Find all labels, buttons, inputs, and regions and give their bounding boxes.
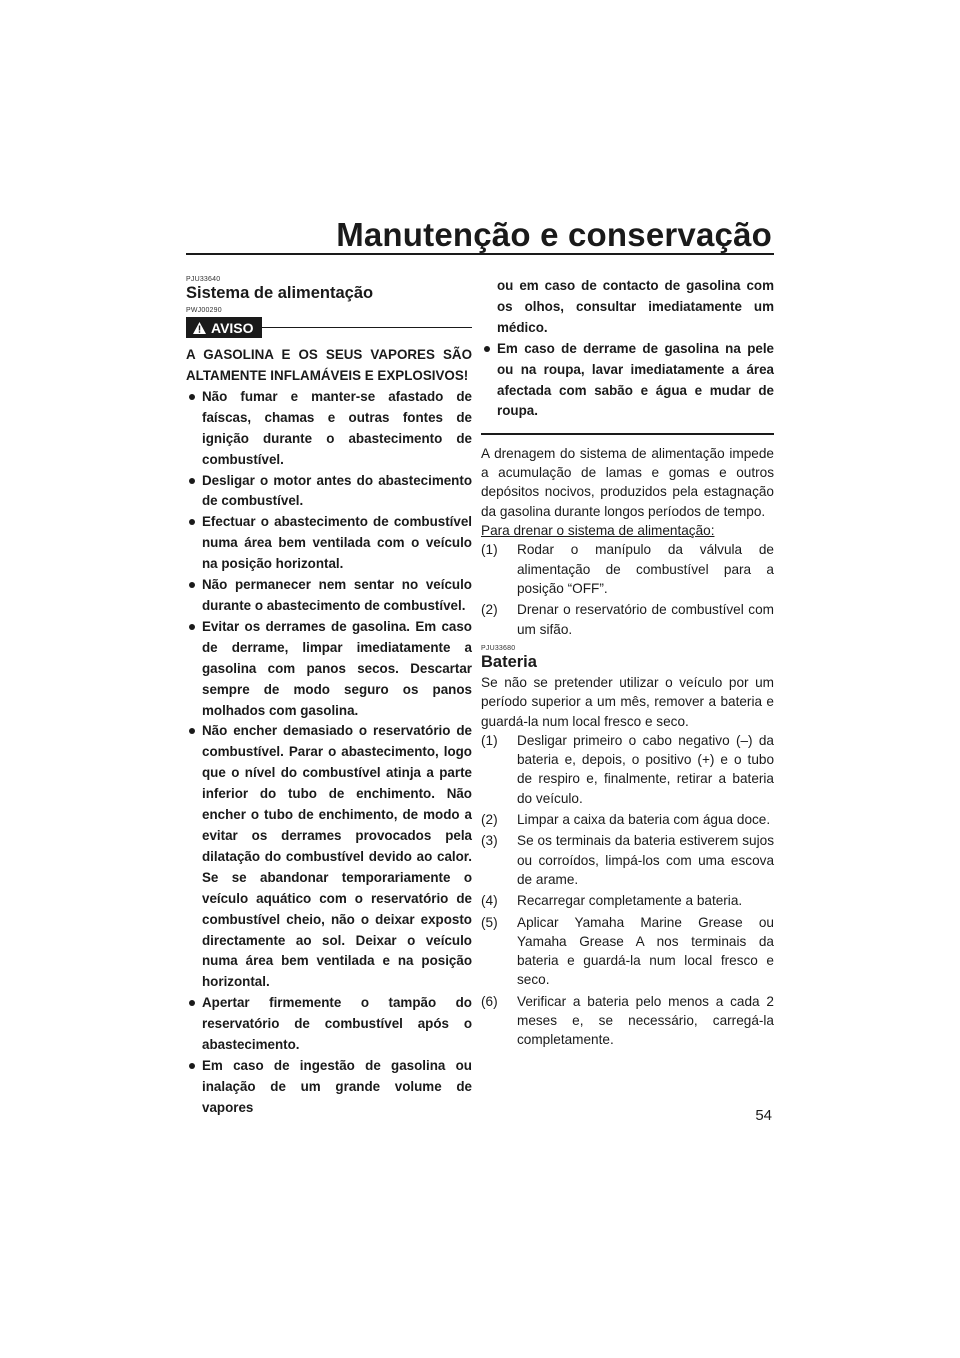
- list-item: Apertar firmemente o tampão do reservatório de combustível após o abastecimento.: [186, 993, 472, 1056]
- header-rule: [186, 253, 774, 255]
- battery-steps-list: [481, 731, 774, 1050]
- section-title-battery: Bateria: [481, 652, 537, 671]
- bullet-continuation: ou em caso de contacto de gasolina com os olhos, consultar imediatamente um médico.: [497, 278, 774, 335]
- list-item: (2) Drenar o reservatório de combustível com um sifão.: [481, 602, 774, 637]
- battery-paragraph: Se não se pretender utilizar o veículo por um período superior a um mês, remover a bateria e guardá-la num local fresco e seco.: [481, 674, 774, 729]
- warning-badge: [186, 317, 262, 338]
- list-item: Evitar os derrames de gasolina. Em caso de derrame, limpar imediatamente a gasolina com panos secos. Descartar sempre de modo seguro os panos molhados com gasolina.: [186, 617, 472, 722]
- warning-triangle-icon: [192, 321, 207, 335]
- list-item: (2) Limpar a caixa da bateria com água doce.: [481, 812, 771, 828]
- left-column: [186, 276, 472, 1119]
- list-item: Efectuar o abastecimento de combustível numa área bem ventilada com o veículo na posição horizontal.: [186, 512, 472, 575]
- list-item: (1) Desligar primeiro o cabo negativo (–) da bateria e, depois, o positivo (+) e o tubo de respiro e, finalmente, retirar a bateria do veículo.: [481, 732, 774, 806]
- section-title-fuel-system: Sistema de alimentação: [186, 284, 374, 302]
- section-code: PJU33680: [481, 644, 516, 652]
- list-item: (6) Verificar a bateria pelo menos a cada 2 meses e, se necessário, carregá-la completamente.: [481, 993, 774, 1048]
- warning-code: PWJ00290: [186, 307, 222, 315]
- warning-label: AVISO: [211, 319, 254, 336]
- list-item: Desligar o motor antes do abastecimento de combustível.: [186, 471, 472, 513]
- section-code: PJU33640: [186, 276, 221, 283]
- warning-header-rule: [262, 327, 472, 329]
- battery-section: [481, 645, 774, 1050]
- warning-intro: A GASOLINA E OS SEUS VAPORES SÃO ALTAMENTE INFLAMÁVEIS E EXPLOSIVOS!: [186, 347, 472, 384]
- procedure-heading: Para drenar o sistema de alimentação:: [481, 523, 715, 539]
- list-item: (5) Aplicar Yamaha Marine Grease ou Yamaha Grease A nos terminais da bateria e guardá-la num local fresco e seco.: [481, 914, 774, 988]
- page-number: 54: [755, 1107, 772, 1124]
- list-item: Não fumar e manter-se afastado de faíscas, chamas e outras fontes de ignição durante o abastecimento de combustível.: [186, 387, 472, 471]
- warning-end-rule: [481, 433, 774, 435]
- list-item: Não encher demasiado o reservatório de combustível. Parar o abastecimento, logo que o nível do combustível atinja a parte inferior do tubo de enchimento. Não encher o tubo de enchimento, de modo a evitar os derrames provocados pela dilatação do combustível devido ao calor. Se se abandonar temporariamente o veículo aquático com o reservatório de combustível cheio, não o deixar exposto directamente ao sol. Deixar o veículo numa área bem ventilada e na posição horizontal.: [186, 721, 472, 993]
- list-item: Em caso de ingestão de gasolina ou inalação de um grande volume de vapores: [186, 1056, 472, 1119]
- list-item: (3) Se os terminais da bateria estiverem sujos ou corroídos, limpá-los com uma escova de arame.: [481, 833, 774, 887]
- fuel-system-paragraph: A drenagem do sistema de alimentação impede a acumulação de lamas e gomas e outros depósitos nocivos, produzidos pela estagnação da gasolina durante longos períodos de tempo.: [481, 445, 774, 519]
- warning-bullet-list-continued: [481, 339, 774, 423]
- page-header-title: Manutenção e conservação: [336, 216, 772, 253]
- warning-header: [186, 317, 472, 338]
- warning-bullet-list: [186, 387, 472, 1119]
- list-item: (4) Recarregar completamente a bateria.: [481, 893, 743, 909]
- fuel-steps-list: [481, 540, 774, 638]
- list-item: Não permanecer nem sentar no veículo durante o abastecimento de combustível.: [186, 575, 472, 617]
- list-item: (1) Rodar o manípulo da válvula de alimentação de combustível para a posição “OFF”.: [481, 542, 774, 596]
- right-column: [481, 276, 774, 1052]
- list-item: Em caso de derrame de gasolina na pele ou na roupa, lavar imediatamente a área afectada com sabão e água e mudar de roupa.: [481, 339, 774, 423]
